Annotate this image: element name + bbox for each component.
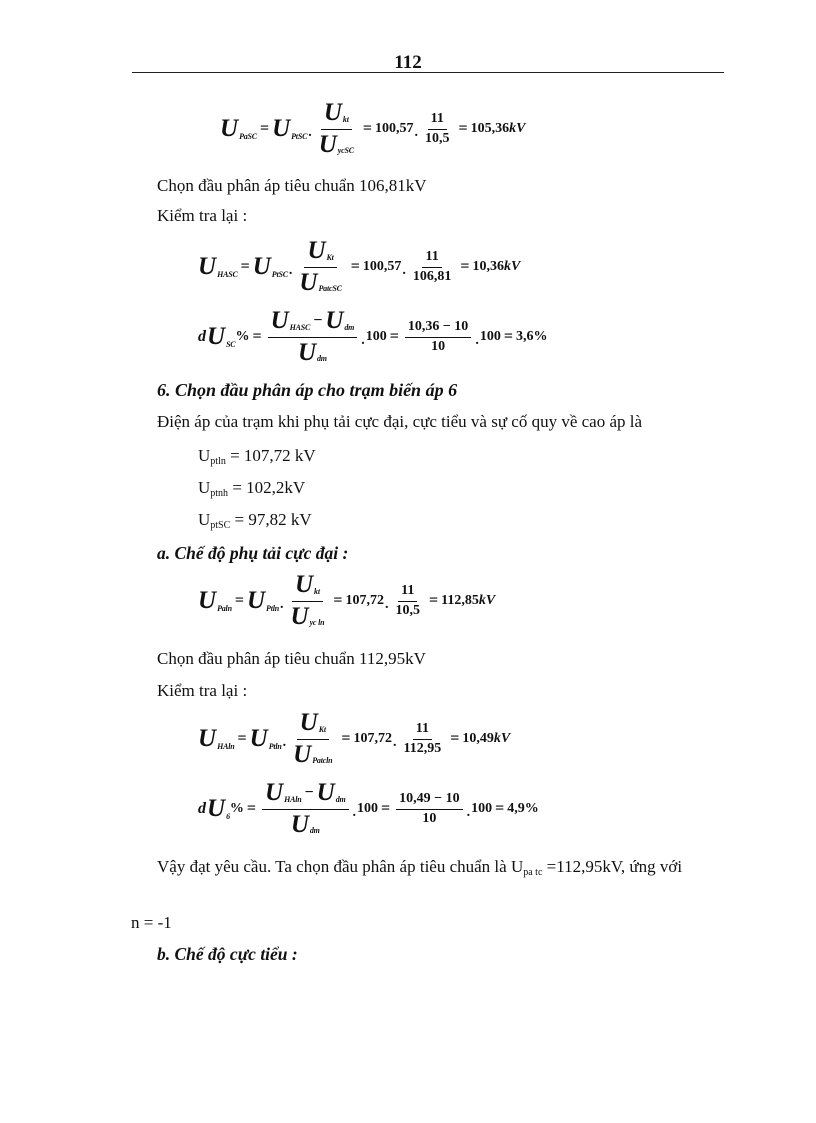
- equation-6: d U 6 % = U HAln − U dm U dm . 100 = $\frac{10,49 - 10}{10}$ . 100 = 4,9%: [198, 779, 539, 838]
- header-rule: [132, 72, 724, 73]
- text-line-tap-position: n = -1: [131, 913, 172, 932]
- voltage-fault: $U_{ptSC} = 97,82$ kV: [198, 510, 312, 531]
- equation-4: U Paln = U Ptln . U kt U yc ln = 107,72 . $\frac{11}{10,5}$ = 112,85 kV: [198, 571, 496, 630]
- conclusion-paragraph: Vậy đạt yêu cầu. Ta chọn đầu phân áp tiêu chuẩn là $U_{pa tc} =112,95kV$, ứng với: [157, 857, 683, 878]
- text-line-voltage-intro: Điện áp của trạm khi phụ tải cực đại, cực tiểu và sự cố quy về cao áp là: [157, 412, 643, 431]
- page-number: 112: [394, 52, 422, 73]
- equation-1: U PaSC = U PtSC . U kt U ycSC = 100,57 . $\frac{11}{10,5}$ = 105,36 kV: [220, 99, 526, 158]
- equation-5: U HAln = U Ptln . U Kt U Patcln = 107,72 . $\frac{11}{112,95}$ = 10,49 kV: [198, 709, 511, 768]
- text-line-choose-tap-2: Chọn đầu phân áp tiêu chuẩn 112,95kV: [157, 649, 426, 668]
- text-line-choose-tap-1: Chọn đầu phân áp tiêu chuẩn 106,81kV: [157, 176, 427, 195]
- section-heading-6: 6. Chọn đầu phân áp cho trạm biến áp 6: [157, 380, 458, 400]
- subsection-heading-b: b. Chế độ cực tiểu :: [157, 944, 298, 964]
- equation-3: d U SC % = U HASC − U dm U dm . 100 = $\frac{10,36 - 10}{10}$ . 100 = 3,6%: [198, 307, 548, 366]
- text-line-recheck-1: Kiểm tra lại :: [157, 206, 248, 225]
- equation-2: U HASC = U PtSC . U Kt U PatcSC = 100,57 . $\frac{11}{106,81}$ = 10,36 kV: [198, 237, 521, 296]
- voltage-min: $U_{ptnh} = 102,2kV$: [198, 478, 306, 499]
- subsection-heading-a: a. Chế độ phụ tải cực đại :: [157, 543, 349, 563]
- text-line-recheck-2: Kiểm tra lại :: [157, 681, 248, 700]
- voltage-max: $U_{ptln} = 107,72$ kV: [198, 446, 316, 467]
